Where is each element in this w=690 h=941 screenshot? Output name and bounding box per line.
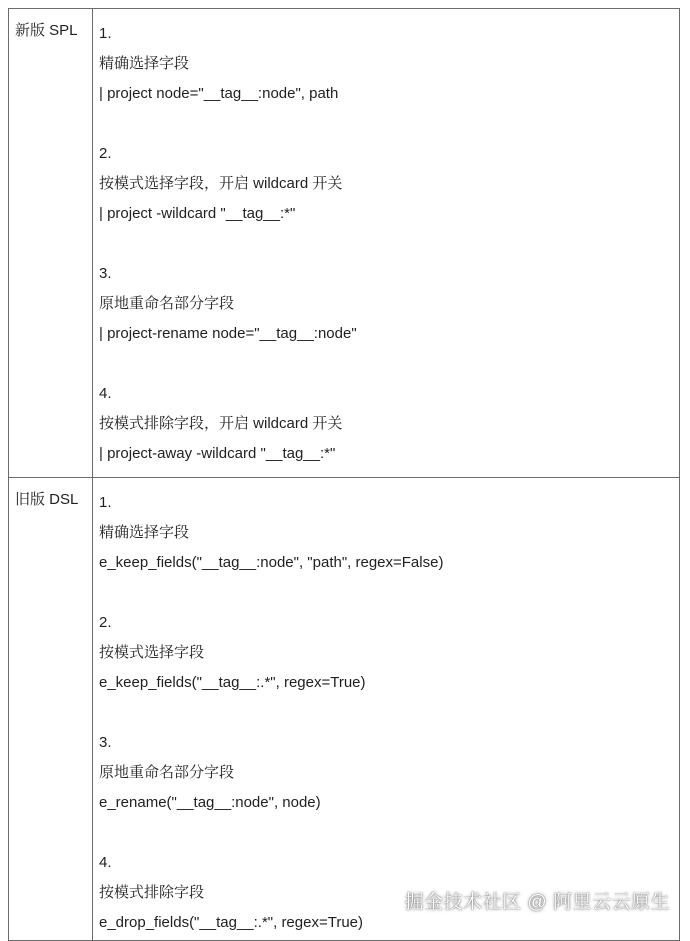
item-code: e_keep_fields("__tag__:node", "path", regex=False) [99,554,444,571]
item-number: 4. [99,854,112,871]
row-label: 新版 SPL [9,9,93,478]
table-row-dsl [9,478,680,941]
item-number: 2. [99,145,112,162]
comparison-table [8,8,680,941]
table-row-spl [9,9,680,478]
item-description: 按模式排除字段 [99,884,205,901]
spacer [99,818,679,848]
spacer [99,109,679,139]
item-description: 按模式排除字段，开启 wildcard 开关 [99,415,343,432]
item-number: 2. [99,614,112,631]
spacer [99,349,679,379]
spacer [99,698,679,728]
item-number: 1. [99,25,112,42]
item-description: 精确选择字段 [99,55,190,72]
item-description: 精确选择字段 [99,524,190,541]
item-code: | project-rename node="__tag__:node" [99,325,357,342]
row-label: 旧版 DSL [9,478,93,941]
item-description: 按模式选择字段，开启 wildcard 开关 [99,175,343,192]
item-number: 4. [99,385,112,402]
item-number: 3. [99,734,112,751]
item-number: 3. [99,265,112,282]
item-code: e_rename("__tag__:node", node) [99,794,321,811]
item-code: e_drop_fields("__tag__:.*", regex=True) [99,914,364,931]
spacer [99,578,679,608]
spacer [99,229,679,259]
item-number: 1. [99,494,112,511]
item-description: 原地重命名部分字段 [99,764,235,781]
watermark: 掘金技术社区 @ 阿里云云原生 [404,892,670,913]
row-content [93,9,680,478]
row-content [93,478,680,941]
item-code: | project -wildcard "__tag__:*" [99,205,296,222]
item-description: 原地重命名部分字段 [99,295,235,312]
item-description: 按模式选择字段 [99,644,205,661]
item-code: | project node="__tag__:node", path [99,85,339,102]
item-code: | project-away -wildcard "__tag__:*" [99,445,336,462]
item-code: e_keep_fields("__tag__:.*", regex=True) [99,674,366,691]
